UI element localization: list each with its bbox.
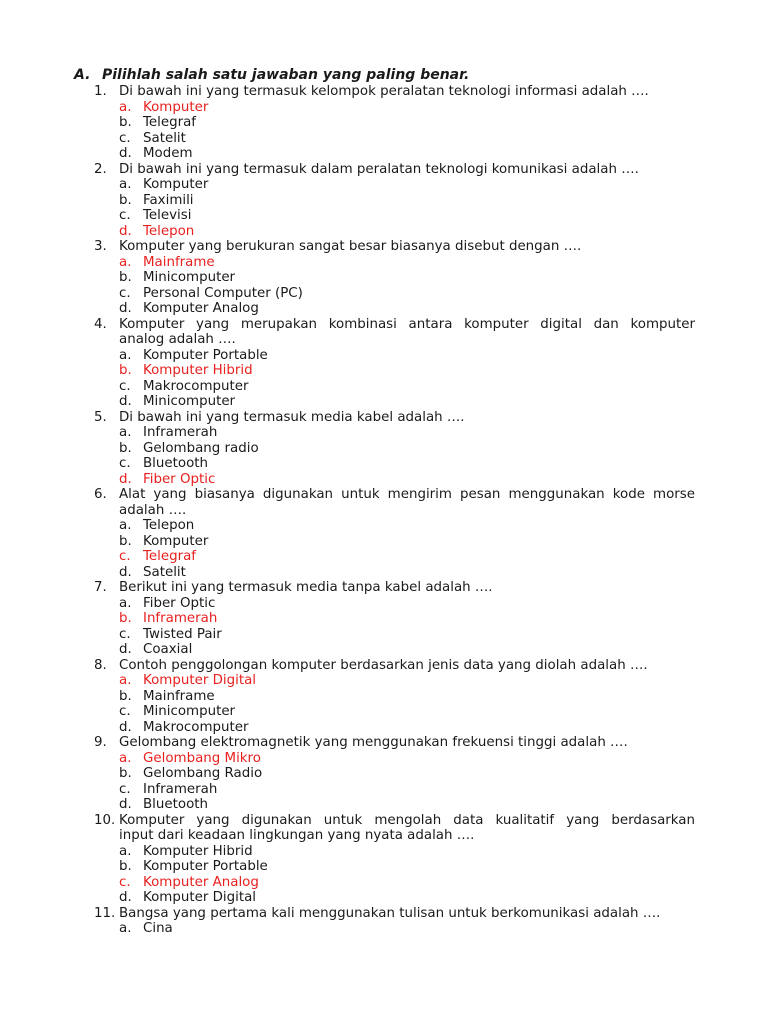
answer-option bbox=[94, 208, 695, 224]
question-text: Contoh penggolongan komputer berdasarkan jenis data yang diolah adalah …. bbox=[119, 657, 648, 673]
option-letter: b. bbox=[119, 440, 132, 456]
question-number: 7. bbox=[94, 580, 107, 595]
option-text: Komputer Digital bbox=[143, 890, 257, 905]
question-item bbox=[94, 735, 695, 751]
option-letter: c. bbox=[119, 874, 131, 890]
question-text-continuation: analog adalah …. bbox=[119, 332, 236, 347]
question-item bbox=[94, 487, 695, 503]
answer-option bbox=[94, 627, 695, 643]
answer-option bbox=[94, 921, 695, 937]
question-number: 6. bbox=[94, 487, 107, 502]
question-text: Komputer yang berukuran sangat besar biasanya disebut dengan …. bbox=[119, 239, 582, 254]
option-letter: d. bbox=[119, 719, 132, 735]
option-text: Cina bbox=[143, 921, 173, 936]
question-item bbox=[94, 580, 695, 596]
option-letter: d. bbox=[119, 394, 132, 409]
option-letter: c. bbox=[119, 549, 131, 564]
question-item bbox=[94, 658, 695, 674]
question-number: 2. bbox=[94, 161, 107, 177]
option-text: Telepon bbox=[143, 223, 195, 239]
answer-option bbox=[94, 177, 695, 193]
option-text: Gelombang radio bbox=[143, 440, 259, 456]
option-text: Komputer bbox=[143, 177, 209, 192]
option-text: Coaxial bbox=[143, 642, 193, 657]
answer-option bbox=[94, 131, 695, 147]
option-text: Inframerah bbox=[143, 425, 218, 440]
option-text: Personal Computer (PC) bbox=[143, 285, 303, 301]
answer-option-correct bbox=[94, 100, 695, 116]
answer-option-correct bbox=[94, 224, 695, 240]
question-text: Di bawah ini yang termasuk dalam peralatan teknologi komunikasi adalah …. bbox=[119, 161, 639, 177]
answer-option bbox=[94, 859, 695, 875]
option-text: Telegraf bbox=[143, 115, 197, 130]
option-text: Komputer Digital bbox=[143, 673, 257, 688]
option-text: Minicomputer bbox=[143, 270, 236, 285]
option-letter: c. bbox=[119, 378, 131, 394]
option-letter: b. bbox=[119, 363, 132, 378]
answer-option-correct bbox=[94, 875, 695, 891]
option-letter: b. bbox=[119, 115, 132, 130]
option-text: Satelit bbox=[143, 564, 186, 580]
option-text: Minicomputer bbox=[143, 394, 236, 409]
answer-option bbox=[94, 720, 695, 736]
answer-option bbox=[94, 642, 695, 658]
question-list bbox=[94, 84, 695, 937]
answer-option bbox=[94, 348, 695, 364]
question-text: Bangsa yang pertama kali menggunakan tulisan untuk berkomunikasi adalah …. bbox=[119, 905, 661, 921]
question-number: 3. bbox=[94, 239, 107, 254]
option-letter: b. bbox=[119, 270, 132, 285]
option-text: Komputer Hibrid bbox=[143, 843, 253, 859]
option-text: Makrocomputer bbox=[143, 719, 249, 735]
option-text: Mainframe bbox=[143, 688, 215, 704]
question-number: 5. bbox=[94, 409, 107, 425]
option-letter: a. bbox=[119, 177, 132, 192]
option-text: Televisi bbox=[143, 208, 192, 223]
question-number: 1. bbox=[94, 84, 107, 99]
question-item bbox=[94, 813, 695, 829]
answer-option bbox=[94, 394, 695, 410]
question-item bbox=[94, 84, 695, 100]
question-text: Di bawah ini yang termasuk media kabel adalah …. bbox=[119, 409, 465, 425]
option-letter: b. bbox=[119, 611, 132, 626]
answer-option-correct bbox=[94, 549, 695, 565]
option-letter: c. bbox=[119, 130, 131, 146]
answer-option-correct bbox=[94, 255, 695, 271]
option-text: Komputer bbox=[143, 533, 209, 549]
answer-option bbox=[94, 193, 695, 209]
option-letter: a. bbox=[119, 254, 132, 270]
option-text: Komputer bbox=[143, 99, 209, 115]
question-number: 9. bbox=[94, 735, 107, 750]
option-text: Faximili bbox=[143, 192, 194, 208]
answer-option bbox=[94, 425, 695, 441]
option-text: Gelombang Radio bbox=[143, 766, 263, 781]
question-text: Alat yang biasanya digunakan untuk mengirim pesan menggunakan kode morse bbox=[119, 487, 695, 502]
answer-option bbox=[94, 565, 695, 581]
answer-option bbox=[94, 441, 695, 457]
question-number: 10. bbox=[94, 812, 116, 828]
question-number: 4. bbox=[94, 316, 107, 332]
option-text: Komputer Portable bbox=[143, 859, 268, 874]
answer-option bbox=[94, 534, 695, 550]
option-text: Gelombang Mikro bbox=[143, 750, 261, 766]
question-text: Gelombang elektromagnetik yang menggunakan frekuensi tinggi adalah …. bbox=[119, 735, 628, 750]
option-letter: a. bbox=[119, 347, 132, 363]
option-letter: c. bbox=[119, 781, 131, 797]
section-instruction: Pilihlah salah satu jawaban yang paling benar. bbox=[102, 67, 470, 83]
option-text: Komputer Portable bbox=[143, 347, 268, 363]
answer-option bbox=[94, 797, 695, 813]
option-letter: c. bbox=[119, 704, 131, 719]
option-letter: c. bbox=[119, 626, 131, 642]
answer-option-correct bbox=[94, 751, 695, 767]
option-text: Satelit bbox=[143, 130, 186, 146]
answer-option bbox=[94, 456, 695, 472]
option-letter: d. bbox=[119, 564, 132, 580]
answer-option bbox=[94, 270, 695, 286]
question-number: 8. bbox=[94, 657, 107, 673]
answer-option bbox=[94, 689, 695, 705]
question-item bbox=[94, 162, 695, 178]
option-letter: d. bbox=[119, 223, 132, 239]
question-item bbox=[94, 317, 695, 333]
option-text: Fiber Optic bbox=[143, 471, 216, 487]
option-letter: b. bbox=[119, 859, 132, 874]
option-text: Mainframe bbox=[143, 254, 215, 270]
answer-option bbox=[94, 301, 695, 317]
answer-option bbox=[94, 782, 695, 798]
option-letter: b. bbox=[119, 688, 132, 704]
option-text: Twisted Pair bbox=[143, 626, 222, 642]
option-letter: a. bbox=[119, 518, 132, 533]
answer-option-correct bbox=[94, 472, 695, 488]
answer-option-correct bbox=[94, 673, 695, 689]
option-letter: b. bbox=[119, 766, 132, 781]
option-letter: a. bbox=[119, 843, 132, 859]
option-letter: b. bbox=[119, 533, 132, 549]
option-letter: d. bbox=[119, 642, 132, 657]
answer-option bbox=[94, 115, 695, 131]
option-letter: d. bbox=[119, 471, 132, 487]
option-text: Inframerah bbox=[143, 781, 218, 797]
option-letter: d. bbox=[119, 890, 132, 905]
option-letter: d. bbox=[119, 301, 132, 316]
question-text-continuation: input dari keadaan lingkungan yang nyata adalah …. bbox=[119, 828, 475, 843]
option-text: Komputer Hibrid bbox=[143, 363, 253, 378]
option-letter: b. bbox=[119, 192, 132, 208]
option-letter: d. bbox=[119, 797, 132, 812]
option-letter: a. bbox=[119, 673, 132, 688]
answer-option-correct bbox=[94, 363, 695, 379]
option-text: Telegraf bbox=[143, 549, 197, 564]
option-text: Modem bbox=[143, 146, 193, 161]
option-text: Inframerah bbox=[143, 611, 218, 626]
answer-option bbox=[94, 379, 695, 395]
option-letter: c. bbox=[119, 285, 131, 301]
option-text: Makrocomputer bbox=[143, 378, 249, 394]
question-item bbox=[94, 239, 695, 255]
option-text: Bluetooth bbox=[143, 797, 209, 812]
question-number: 11. bbox=[94, 905, 116, 921]
option-text: Komputer Analog bbox=[143, 874, 259, 890]
question-text: Komputer yang merupakan kombinasi antara komputer digital dan komputer bbox=[119, 316, 695, 332]
question-text: Berikut ini yang termasuk media tanpa kabel adalah …. bbox=[119, 580, 493, 595]
option-letter: a. bbox=[119, 425, 132, 440]
option-text: Minicomputer bbox=[143, 704, 236, 719]
option-text: Komputer Analog bbox=[143, 301, 259, 316]
answer-option bbox=[94, 596, 695, 612]
option-letter: a. bbox=[119, 595, 132, 611]
answer-option bbox=[94, 704, 695, 720]
option-letter: a. bbox=[119, 750, 132, 766]
answer-option bbox=[94, 844, 695, 860]
answer-option bbox=[94, 286, 695, 302]
option-letter: c. bbox=[119, 456, 131, 471]
question-text: Komputer yang digunakan untuk mengolah data kualitatif yang berdasarkan bbox=[119, 812, 695, 828]
section-letter: A. bbox=[74, 67, 91, 83]
option-text: Telepon bbox=[143, 518, 195, 533]
option-letter: a. bbox=[119, 921, 132, 936]
answer-option-correct bbox=[94, 611, 695, 627]
option-letter: a. bbox=[119, 99, 132, 115]
answer-option bbox=[94, 890, 695, 906]
option-letter: c. bbox=[119, 208, 131, 223]
option-text: Fiber Optic bbox=[143, 595, 216, 611]
question-item bbox=[94, 906, 695, 922]
answer-option bbox=[94, 518, 695, 534]
question-text-continuation: adalah …. bbox=[119, 502, 187, 518]
answer-option bbox=[94, 146, 695, 162]
answer-option bbox=[94, 766, 695, 782]
question-text: Di bawah ini yang termasuk kelompok peralatan teknologi informasi adalah …. bbox=[119, 84, 649, 99]
option-text: Bluetooth bbox=[143, 456, 209, 471]
question-item bbox=[94, 410, 695, 426]
section-heading bbox=[74, 67, 469, 83]
option-letter: d. bbox=[119, 146, 132, 161]
